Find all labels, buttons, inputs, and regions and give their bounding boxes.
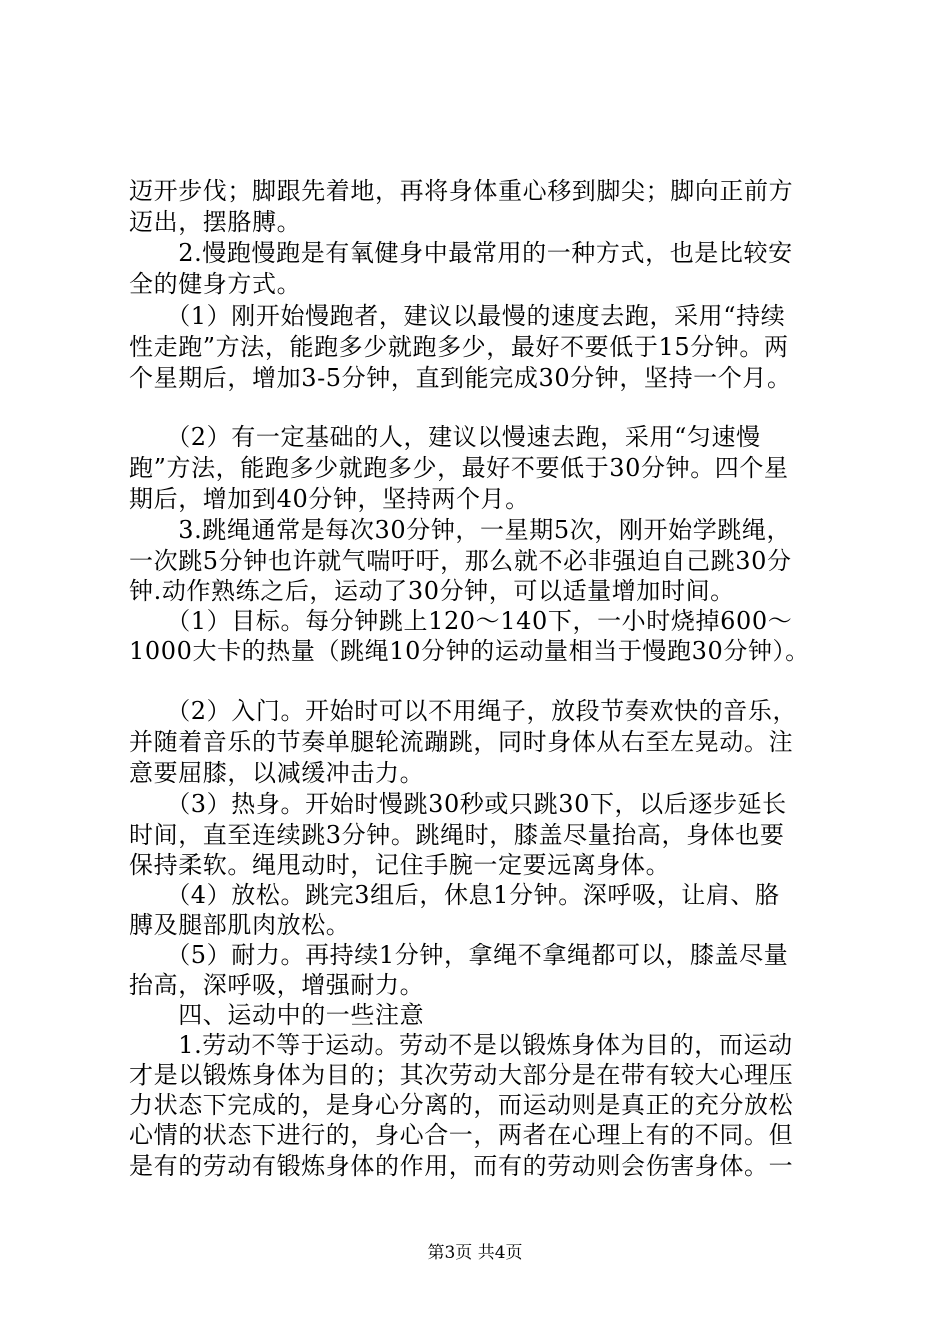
- text-line-5: （1）刚开始慢跑者，建议以最慢的速度去跑，采用“持续: [129, 302, 786, 330]
- text-line-30: 心情的状态下进行的，身心合一，两者在心理上有的不同。但: [129, 1121, 794, 1149]
- text-line-14: （1）目标。每分钟跳上120～140下，一小时烧掉600～: [129, 607, 793, 635]
- text-line-9: 跑”方法，能跑多少就跑多少，最好不要低于30分钟。四个星: [129, 454, 789, 482]
- text-line-1: 迈开步伐；脚跟先着地，再将身体重心移到脚尖；脚向正前方: [129, 177, 794, 205]
- text-line-29: 力状态下完成的，是身心分离的，而运动则是真正的充分放松: [129, 1091, 794, 1119]
- text-line-31: 是有的劳动有锻炼身体的作用，而有的劳动则会伤害身体。一: [129, 1152, 794, 1180]
- text-line-10: 期后，增加到40分钟，坚持两个月。: [129, 485, 530, 513]
- text-line-20: 时间，直至连续跳3分钟。跳绳时，膝盖尽量抬高，身体也要: [129, 821, 785, 849]
- text-line-2: 迈出，摆胳膊。: [129, 208, 302, 236]
- text-line-15: 1000大卡的热量（跳绳10分钟的运动量相当于慢跑30分钟）。: [129, 637, 810, 665]
- text-line-6: 性走跑”方法，能跑多少就跑多少，最好不要低于15分钟。两: [129, 333, 789, 361]
- text-line-18: 意要屈膝，以减缓冲击力。: [129, 759, 425, 787]
- text-line-13: 钟.动作熟练之后，运动了30分钟，可以适量增加时间。: [129, 577, 735, 605]
- text-line-28: 才是以锻炼身体为目的；其次劳动大部分是在带有较大心理压: [129, 1061, 794, 1089]
- text-line-23: 膊及腿部肌肉放松。: [129, 911, 351, 939]
- text-line-21: 保持柔软。绳甩动时，记住手腕一定要远离身体。: [129, 851, 671, 879]
- text-line-7: 个星期后，增加3-5分钟，直到能完成30分钟，坚持一个月。: [129, 364, 792, 392]
- page-footer: 第3页 共4页: [427, 1243, 523, 1263]
- text-line-24: （5）耐力。再持续1分钟，拿绳不拿绳都可以，膝盖尽量: [129, 941, 789, 969]
- text-line-16: （2）入门。开始时可以不用绳子，放段节奏欢快的音乐，: [129, 697, 798, 725]
- text-line-19: （3）热身。开始时慢跳30秒或只跳30下，以后逐步延长: [129, 790, 787, 818]
- text-line-3: 2.慢跑慢跑是有氧健身中最常用的一种方式，也是比较安: [129, 239, 793, 267]
- text-line-11: 3.跳绳通常是每次30分钟，一星期5次，刚开始学跳绳，: [129, 516, 792, 544]
- text-line-26: 四、运动中的一些注意: [129, 1001, 425, 1029]
- text-line-8: （2）有一定基础的人，建议以慢速去跑，采用“匀速慢: [129, 423, 761, 451]
- text-line-12: 一次跳5分钟也许就气喘吁吁，那么就不必非强迫自己跳30分: [129, 547, 792, 575]
- text-line-22: （4）放松。跳完3组后，休息1分钟。深呼吸，让肩、胳: [129, 881, 780, 909]
- text-line-27: 1.劳动不等于运动。劳动不是以锻炼身体为目的，而运动: [129, 1031, 793, 1059]
- text-line-4: 全的健身方式。: [129, 270, 302, 298]
- text-line-17: 并随着音乐的节奏单腿轮流蹦跳，同时身体从右至左晃动。注: [129, 728, 794, 756]
- text-line-25: 抬高，深呼吸，增强耐力。: [129, 971, 425, 999]
